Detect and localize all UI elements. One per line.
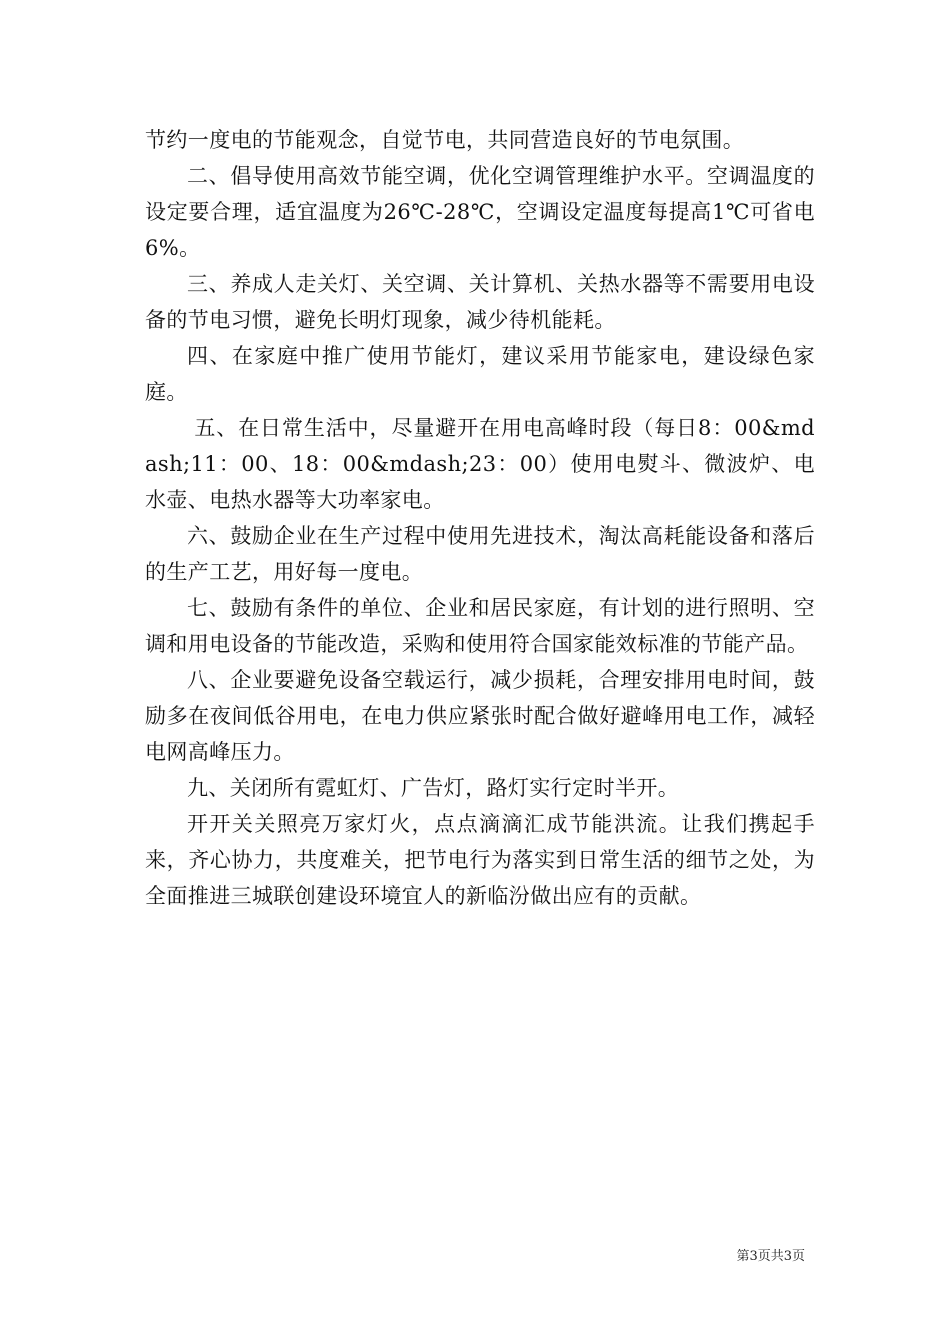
paragraph-item-2: 二、倡导使用高效节能空调，优化空调管理维护水平。空调温度的设定要合理，适宜温度为26℃-28℃，空调设定温度每提高1℃可省电6%。 [145,164,815,260]
paragraph-item-5: 五、在日常生活中，尽量避开在用电高峰时段（每日8：00&mdash;11：00、18：00&mdash;23：00）使用电熨斗、微波炉、电水壶、电热水器等大功率家电。 [145,416,815,512]
paragraph-item-4: 四、在家庭中推广使用节能灯，建议采用节能家电，建设绿色家庭。 [145,344,815,404]
paragraph-continuation: 节约一度电的节能观念，自觉节电，共同营造良好的节电氛围。 [145,128,745,152]
paragraph-item-3: 三、养成人走关灯、关空调、关计算机、关热水器等不需要用电设备的节电习惯，避免长明灯现象，减少待机能耗。 [145,272,815,332]
paragraph-item-6: 六、鼓励企业在生产过程中使用先进技术，淘汰高耗能设备和落后的生产工艺，用好每一度电。 [145,524,815,584]
paragraph-item-9: 九、关闭所有霓虹灯、广告灯，路灯实行定时半开。 [187,776,680,800]
paragraph-closing: 开开关关照亮万家灯火，点点滴滴汇成节能洪流。让我们携起手来，齐心协力，共度难关，把节电行为落实到日常生活的细节之处，为全面推进三城联创建设环境宜人的新临汾做出应有的贡献。 [145,812,815,908]
paragraph-item-8: 八、企业要避免设备空载运行，减少损耗，合理安排用电时间，鼓励多在夜间低谷用电，在电力供应紧张时配合做好避峰用电工作，减轻电网高峰压力。 [145,668,815,764]
paragraph-item-7: 七、鼓励有条件的单位、企业和居民家庭，有计划的进行照明、空调和用电设备的节能改造，采购和使用符合国家能效标准的节能产品。 [145,596,815,656]
document-body [145,122,815,914]
page-number: 第3页共3页 [736,1249,805,1264]
